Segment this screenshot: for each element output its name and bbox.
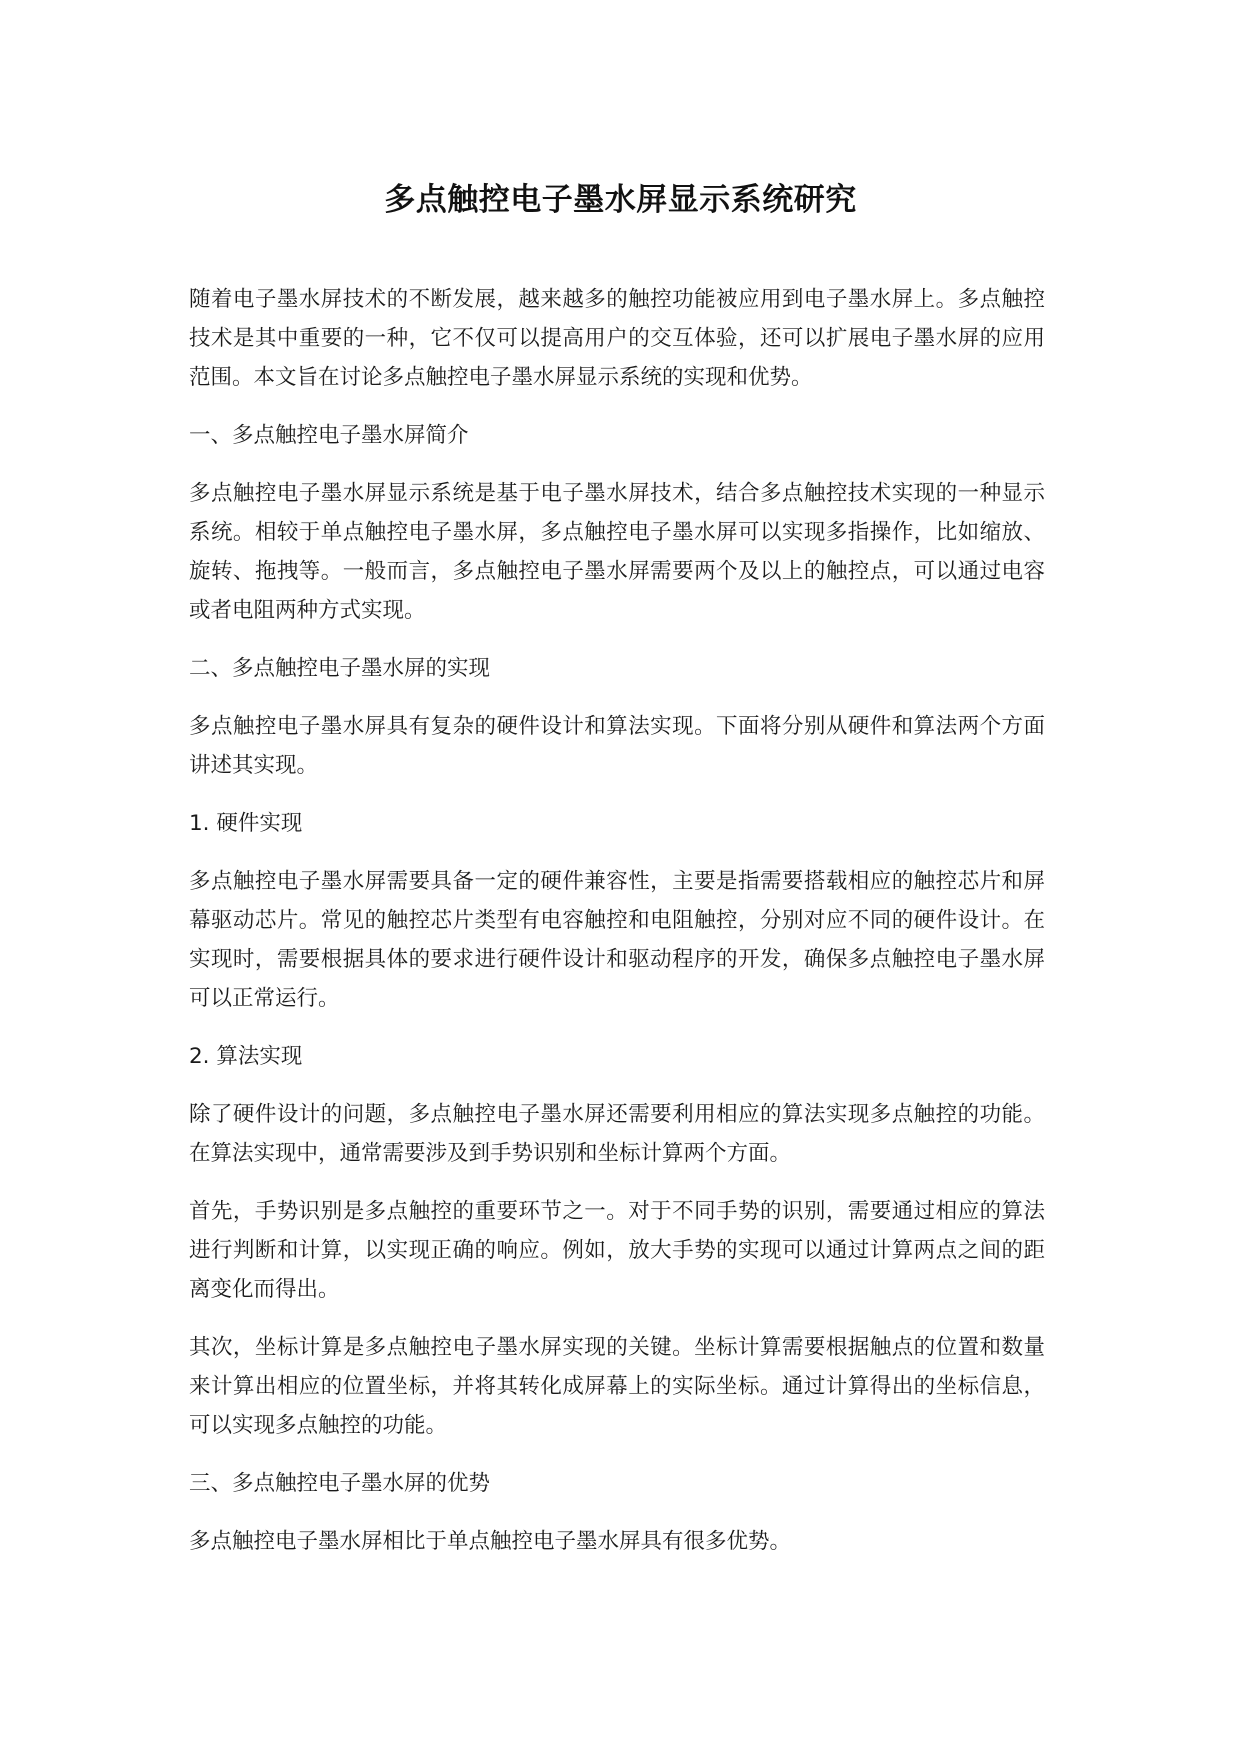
section-heading: 一、多点触控电子墨水屏简介 [189,423,469,448]
body-paragraph: 多点触控电子墨水屏显示系统是基于电子墨水屏技术，结合多点触控技术实现的一种显示系统。相较于单点触控电子墨水屏，多点触控电子墨水屏可以实现多指操作，比如缩放、旋转、拖拽等。一般而言，多点触控电子墨水屏需要两个及以上的触控点，可以通过电容或者电阻两种方式实现。 [189,481,1045,623]
body-paragraph: 其次，坐标计算是多点触控电子墨水屏实现的关键。坐标计算需要根据触点的位置和数量来计算出相应的位置坐标，并将其转化成屏幕上的实际坐标。通过计算得出的坐标信息，可以实现多点触控的功能。 [189,1335,1045,1438]
document-body [189,280,1045,1580]
body-paragraph: 多点触控电子墨水屏具有复杂的硬件设计和算法实现。下面将分别从硬件和算法两个方面讲述其实现。 [189,714,1045,778]
body-paragraph: 首先，手势识别是多点触控的重要环节之一。对于不同手势的识别，需要通过相应的算法进行判断和计算，以实现正确的响应。例如，放大手势的实现可以通过计算两点之间的距离变化而得出。 [189,1199,1045,1302]
body-paragraph: 随着电子墨水屏技术的不断发展，越来越多的触控功能被应用到电子墨水屏上。多点触控技术是其中重要的一种，它不仅可以提高用户的交互体验，还可以扩展电子墨水屏的应用范围。本文旨在讨论多点触控电子墨水屏显示系统的实现和优势。 [189,287,1045,390]
section-heading: 三、多点触控电子墨水屏的优势 [189,1471,491,1496]
section-heading: 1. 硬件实现 [189,811,303,836]
document-title: 多点触控电子墨水屏显示系统研究 [384,182,857,218]
body-paragraph: 除了硬件设计的问题，多点触控电子墨水屏还需要利用相应的算法实现多点触控的功能。在算法实现中，通常需要涉及到手势识别和坐标计算两个方面。 [189,1102,1045,1166]
body-paragraph: 多点触控电子墨水屏相比于单点触控电子墨水屏具有很多优势。 [189,1529,792,1554]
body-paragraph: 多点触控电子墨水屏需要具备一定的硬件兼容性，主要是指需要搭载相应的触控芯片和屏幕驱动芯片。常见的触控芯片类型有电容触控和电阻触控，分别对应不同的硬件设计。在实现时，需要根据具体的要求进行硬件设计和驱动程序的开发，确保多点触控电子墨水屏可以正常运行。 [189,869,1045,1011]
section-heading: 2. 算法实现 [189,1044,303,1069]
section-heading: 二、多点触控电子墨水屏的实现 [189,656,491,681]
